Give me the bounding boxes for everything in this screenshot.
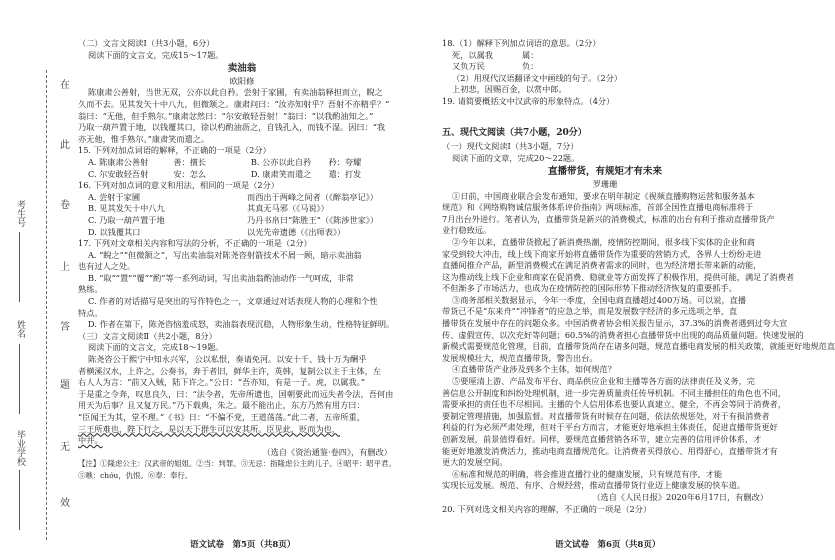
question-17: 17. 下列对文章相关内容和写法的分析，不正确的一项是（2分） bbox=[78, 238, 312, 249]
subsection-heading: （一）现代文阅读Ⅰ（共3小题，7分） bbox=[442, 141, 579, 152]
q18-phrase: 死，以属我 bbox=[452, 49, 493, 60]
article-line: 实现长远发展。规范、有序、合规经营，推动直播带货行业迈上健康发展的快车道。 bbox=[442, 480, 745, 491]
article-line: ①日前，中国商业联合会发布通知，要求在明年制定《视频直播购物运营和服务基本 bbox=[452, 190, 755, 201]
passage-author: 欧阳修 bbox=[229, 75, 255, 86]
binding-strip bbox=[0, 0, 70, 560]
binding-char: 答 bbox=[60, 322, 70, 333]
article-line: 业行稳致远。 bbox=[442, 225, 492, 236]
page-footer-right: 语文试卷 第6页（共8页） bbox=[555, 540, 661, 550]
q18-part2: （2）用现代汉语翻译文中画线的句子。（2分） bbox=[452, 72, 623, 83]
article-line: 发展规模壮大，规范直播带货，警告出台。 bbox=[442, 352, 598, 363]
article-line: 传、虚假宣传、以次充好等问题；60.5%的消费者担心直播带货中出现的商品质量问题。快速发展的 bbox=[442, 329, 804, 340]
passage-line: 陈尧咨公于熙宁中知永兴军，公以私恨，奏请免河。以安十千、钱十万为酬乎 bbox=[88, 354, 367, 365]
article-line: ④直播带货产业涉及到多个主体，如何规范？ bbox=[452, 364, 616, 375]
source-citation: （选自《人民日报》2020年6月17日，有删改） bbox=[592, 491, 768, 502]
article-line: ②今年以来，直播带货掀起了新消费热潮，疫情防控期间，很多线下实体的企业和商 bbox=[452, 236, 755, 247]
question-20: 20. 下列对选文相关内容的理解，不正确的一项是（2分） bbox=[442, 503, 652, 514]
exam-number-line bbox=[19, 232, 20, 302]
instruction: 阅读下面的文言文，完成15～17题。 bbox=[88, 49, 224, 60]
q15-option: B. 公亦以此自矜 bbox=[250, 156, 312, 167]
section-heading: （二）文言文阅读Ⅰ（共3小题，6分） bbox=[78, 38, 215, 48]
article-line: 新模式需要规范化管理，目前，直播带货尚存在诸多问题，规范直播电商发展的相关政策，就能更好地规范直 bbox=[442, 341, 835, 352]
question-15: 15. 下列对加点词语的解释，不正确的一项是（2分） bbox=[78, 145, 271, 156]
question-16: 16. 下列对加点词的意义和用法，相同的一项是（2分） bbox=[78, 180, 279, 191]
footnote: ⑤噍：chóu，仇恨。⑥奉：奉行。 bbox=[78, 470, 193, 480]
q15-option: C. 尔安敢轻吾射 bbox=[88, 168, 149, 179]
binding-char: 在 bbox=[60, 80, 70, 91]
q16-option: D. 以钱覆其口 bbox=[88, 226, 141, 237]
passage-line: 者横溪汉水，上许之，公奏书，奔于者旧，鲜华主许，英韩，复制公以主于主体，左 bbox=[78, 365, 381, 376]
name-line bbox=[19, 344, 20, 414]
page-footer-left: 语文试卷 第5页（共8页） bbox=[190, 540, 296, 550]
passage-line: 乃取一葫芦置于地，以钱覆其口，徐以杓酌油沥之，自钱孔入，而钱不湿。因曰：“我 bbox=[78, 122, 386, 133]
passage-line-underlined: 中井。 bbox=[78, 435, 103, 446]
article-line: ⑤要厘清上游、产品发布平台、商品供应企业和主播等各方面的法律责任及义务，完 bbox=[452, 376, 755, 387]
q17-option: B. “取”“置”“覆”“酌”等一系列动词，写出卖油翁酌油动作一气呵成，非常 bbox=[88, 272, 354, 283]
article-line: 创新发展，前景值得看好。同样，要规范直播营销各环节，建立完善的信用评价体系，才 bbox=[442, 434, 762, 444]
article-line: ③商务部相关数据显示，今年一季度，全国电商直播超过400万场。可以说，直播 bbox=[452, 294, 747, 305]
q18-blank: 负： bbox=[522, 61, 539, 72]
question-19: 19. 请简要概括文中汉武帝的形象特点。（4分） bbox=[442, 95, 615, 106]
footnote: 【注】①隆虑公主：汉武帝的姐姐。②当：判罪。③无忌：指隆虑公主的儿子。④昭平：昭平君。 bbox=[78, 459, 396, 469]
article-line: ⑥标准和规范的明确，将会推进直播行业的健康发展，只有规范有序，才能 bbox=[452, 468, 723, 479]
instruction: 阅读下面的文章，完成20～22题。 bbox=[452, 152, 580, 163]
article-line: 家受到较大冲击，线上线下商家开始将直播带货作为重要的营销方式，各界人士纷纷走进 bbox=[442, 248, 762, 259]
q18-items bbox=[442, 50, 768, 73]
article-line: 这为推动线上线下企业和商家在促消费、稳就业等方面发挥了积极作用，提供可能，满足了消费者 bbox=[442, 271, 795, 282]
article-line: 不但渐多了市场活力，也成为在疫情防控的国际形势下推动经济恢复的重要抓手。 bbox=[442, 283, 737, 294]
q16-compare: 乃丹书帛曰“陈胜王”（《陈涉世家》） bbox=[247, 214, 379, 225]
passage-line: 亦无他，惟手熟尔。”康肃笑而遣之。 bbox=[78, 133, 210, 144]
article-line: 规范》和《网络购物诚信服务体系评价指南》两项标准，首部全国性直播电商标准将于 bbox=[442, 202, 754, 213]
section-heading: （三）文言文阅读Ⅱ（共2小题，8分） bbox=[78, 330, 217, 341]
article-title: 直播带货，有规矩才有未来 bbox=[547, 166, 662, 178]
name-label: 姓名 bbox=[15, 320, 25, 338]
article-line: 带货已不是“东来舟”“冲锋者”的应急之举，而是发展数字经济的多元选项之举，直 bbox=[442, 306, 738, 317]
passage-title: 卖油翁 bbox=[227, 63, 257, 75]
q16-options bbox=[78, 192, 406, 238]
passage-line: 右人人为言：“前又入贼，陆下许之。”公日：“吾亦知，有是一子。虎，以属我。” bbox=[78, 377, 365, 388]
q17-option: C. 作者的对话描写是突出的写作特色之一，文章通过对话表现人物的心理和个性 bbox=[88, 296, 378, 307]
q16-option: C. 乃取一葫芦置于地 bbox=[88, 214, 165, 225]
article-line: 直播间推介产品，新型消费模式在满足消费者需求的同时，也为经济增长带来新的动能， bbox=[442, 260, 762, 271]
binding-char: 效 bbox=[60, 498, 70, 509]
school-line bbox=[19, 470, 20, 530]
q15-option: A. 陈康肃公善射 bbox=[88, 156, 149, 167]
q17-option: 也有过人之处。 bbox=[78, 261, 136, 272]
article-author: 罗珊珊 bbox=[592, 178, 618, 189]
binding-dashed-line bbox=[46, 70, 47, 540]
q15-gloss: 善：擅长 bbox=[173, 156, 207, 167]
passage-line: “臣闻王为其，堂不理。”《书》日：“不偏不党，王道荡荡。”此二者，五帝所重， bbox=[78, 412, 365, 422]
q18-phrase: 又负万民 bbox=[452, 61, 485, 72]
binding-char: 无 bbox=[60, 442, 70, 453]
binding-char: 题 bbox=[60, 380, 70, 391]
instruction: 阅读下面的文言文，完成18～19题。 bbox=[88, 342, 224, 353]
article-line: 需要承担的责任也不尽相同。主播的个人信用体系也要认真建立、健全，不再会等同于消费者， bbox=[442, 399, 786, 410]
article-line: 能更好地激发消费活力，推动电商直播规范化。让消费者买得放心、用得舒心，直播带货才有 bbox=[442, 445, 778, 456]
article-line: 7月出台外进行。笔者认为，直播带货是新兴的消费模式，标准的出台有利于推动直播带货产 bbox=[442, 213, 775, 224]
exam-number-label: 考生号 bbox=[15, 200, 25, 227]
passage-line-underlined: 三王所难也，陛下行之，是以天下群生可以安其所。臣见此，贬而为也， bbox=[78, 423, 341, 434]
binding-char: 此 bbox=[60, 140, 70, 151]
passage-line: 陈康肃公善射，当世无双，公亦以此自矜。尝射于家圃，有卖油翁释担而立，睨之 bbox=[88, 87, 383, 98]
q17-option: 特点。 bbox=[78, 307, 103, 318]
binding-char: 上 bbox=[60, 262, 70, 273]
q16-compare: 而西出于两峰之间者（《醉翁亭记》） bbox=[247, 191, 378, 202]
right-page bbox=[442, 38, 835, 515]
article-line: 更大的发展空间。 bbox=[442, 457, 508, 468]
article-line: 利益的行为必须严肃处理，但对于平台方而言，才能更好地承担主体责任，促进直播带货更好 bbox=[442, 422, 778, 433]
passage-line: 用天为后事？且又复万民。”乃下载典，朱之。最不能出止，东方乃然有用方曰： bbox=[78, 400, 365, 411]
answer-space bbox=[442, 108, 768, 126]
passage-line: 于是重之令奔，叹息良久，曰：“法令者，先帝所遗也，国朝要此而远失者令法，吾何由 bbox=[78, 388, 394, 399]
q15-options bbox=[78, 157, 406, 180]
q16-compare: 以光先帝遗德（《出师表》） bbox=[247, 226, 346, 237]
q17-option: A. “睨之”“但微颔之”，写出卖油翁对陈尧咨射箭技术不屑一顾，暗示卖油翁 bbox=[88, 249, 362, 260]
article-line: 要制定管理措施，加强监督。对直播带货有时候存在问题，依法依规惩处，对于有损消费者 bbox=[442, 410, 770, 421]
binding-char: 卷 bbox=[60, 200, 70, 211]
q16-option: B. 见其发矢十中八九 bbox=[88, 203, 165, 214]
q18-sentence: 上初悲，因赐百金，以赏中郎。 bbox=[452, 84, 567, 95]
article-text bbox=[442, 190, 835, 492]
passage-2-text bbox=[78, 354, 406, 447]
q15-gloss: 遣：打发 bbox=[328, 168, 362, 179]
passage-line: 久而不去。见其发矢十中八九，但微颔之。康肃问曰：“汝亦知射乎？吾射不亦精乎？” bbox=[78, 98, 390, 109]
section-5-heading: 五、现代文阅读（共7小题，20分） bbox=[442, 127, 587, 138]
passage-line: 翁曰：“无他，但手熟尔。”康肃忿然曰：“尔安敢轻吾射！”翁曰：“以我酌油知之。” bbox=[78, 110, 374, 121]
q17-option: D. 作者在第下，陈尧咨恼羞成怒，卖油翁表现沉稳，人物形象生动，性格特征鲜明。 bbox=[88, 319, 395, 330]
question-18: 18.（1）解释下列加点词语的意思。（2分） bbox=[442, 38, 601, 48]
article-line: 播带货在发展中存在的问题众多。中国消费者协会相关报告显示，37.3%的消费者遇到过夸大宣 bbox=[442, 318, 788, 329]
school-label: 毕业学校 bbox=[15, 430, 25, 466]
q18-blank: 属： bbox=[522, 49, 539, 60]
q15-gloss: 安：怎么 bbox=[173, 168, 207, 179]
passage-text bbox=[78, 87, 406, 145]
q16-compare: 其真无马邪（《马说》） bbox=[247, 203, 329, 214]
q16-option: A. 尝射于家圃 bbox=[88, 191, 141, 202]
q15-gloss: 矜：夸耀 bbox=[328, 156, 362, 167]
q15-option: D. 康肃笑而遣之 bbox=[250, 168, 312, 179]
article-line: 善信息公开制度和纠纷处理机制，进一步完善质量责任传导机制。不同主播担任的角色也不同， bbox=[442, 387, 786, 398]
source-citation: （选自《资治通鉴·卷四》，有删改） bbox=[262, 446, 392, 457]
q17-option: 熟练。 bbox=[78, 284, 103, 295]
left-page bbox=[78, 38, 406, 482]
